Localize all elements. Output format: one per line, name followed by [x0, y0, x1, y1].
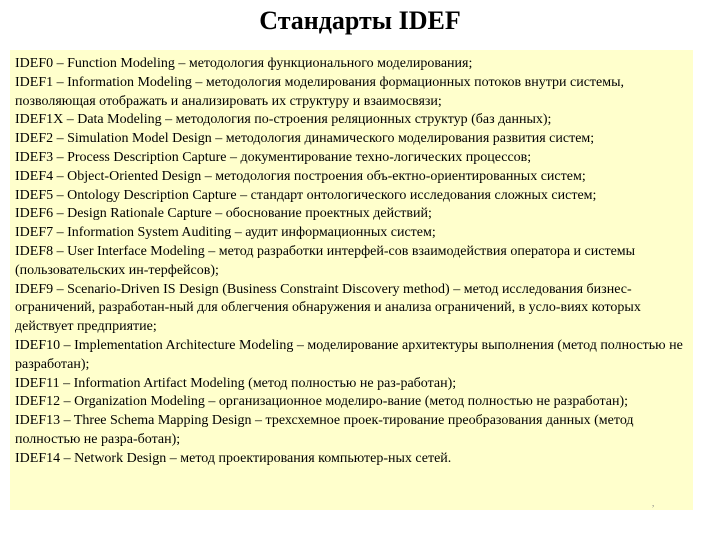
standard-idef10: IDEF10 – Implementation Architecture Modeling – моделирование архитектуры выполнения (метод полностью не разработан); [15, 337, 683, 372]
standard-idef8: IDEF8 – User Interface Modeling – метод разработки интерфей-сов взаимодействия оператора и системы (пользовательских ин-терфейсов); [15, 243, 636, 278]
standard-idef2: IDEF2 – Simulation Model Design – методология динамического моделирования развития систем; [15, 131, 595, 147]
standard-idef12: IDEF12 – Organization Modeling – организационное моделиро-вание (метод полностью не разработан); [15, 394, 629, 410]
standard-idef6: IDEF6 – Design Rationale Capture – обоснование проектных действий; [15, 206, 432, 222]
standard-idef1x: IDEF1X – Data Modeling – методология по-строения реляционных структур (баз данных); [15, 112, 552, 128]
standard-idef11: IDEF11 – Information Artifact Modeling (метод полностью не раз-работан); [15, 375, 457, 391]
page-mark: , [652, 498, 655, 508]
standards-list [15, 55, 693, 469]
standard-idef9: IDEF9 – Scenario-Driven IS Design (Business Constraint Discovery method) – метод исследования бизнес-ограничений, разработан-ный для облегчения обнаружения и анализа ограничений, в усло-виях которых действует предприятие; [15, 281, 641, 335]
standard-idef5: IDEF5 – Ontology Description Capture – стандарт онтологического исследования сложных систем; [15, 187, 597, 203]
standard-idef0: IDEF0 – Function Modeling – методология функционального моделирования; [15, 56, 473, 71]
standard-idef1: IDEF1 – Information Modeling – методология моделирования формационных потоков внутри системы, позволяющая отображать и анализировать их структуру и взаимосвязи; [15, 74, 625, 109]
page-title: Стандарты IDEF [259, 6, 461, 35]
standard-idef7: IDEF7 – Information System Auditing – аудит информационных систем; [15, 225, 436, 241]
standards-panel [10, 50, 693, 510]
standard-idef3: IDEF3 – Process Description Capture – документирование техно-логических процессов; [15, 149, 532, 165]
standard-idef13: IDEF13 – Three Schema Mapping Design – трехсхемное проек-тирование преобразования данных (метод полностью не разра-ботан); [15, 413, 634, 447]
standard-idef14: IDEF14 – Network Design – метод проектирования компьютер-ных сетей. [15, 450, 452, 466]
standard-idef4: IDEF4 – Object-Oriented Design – методология построения объ-ектно-ориентированных систем; [15, 168, 586, 184]
